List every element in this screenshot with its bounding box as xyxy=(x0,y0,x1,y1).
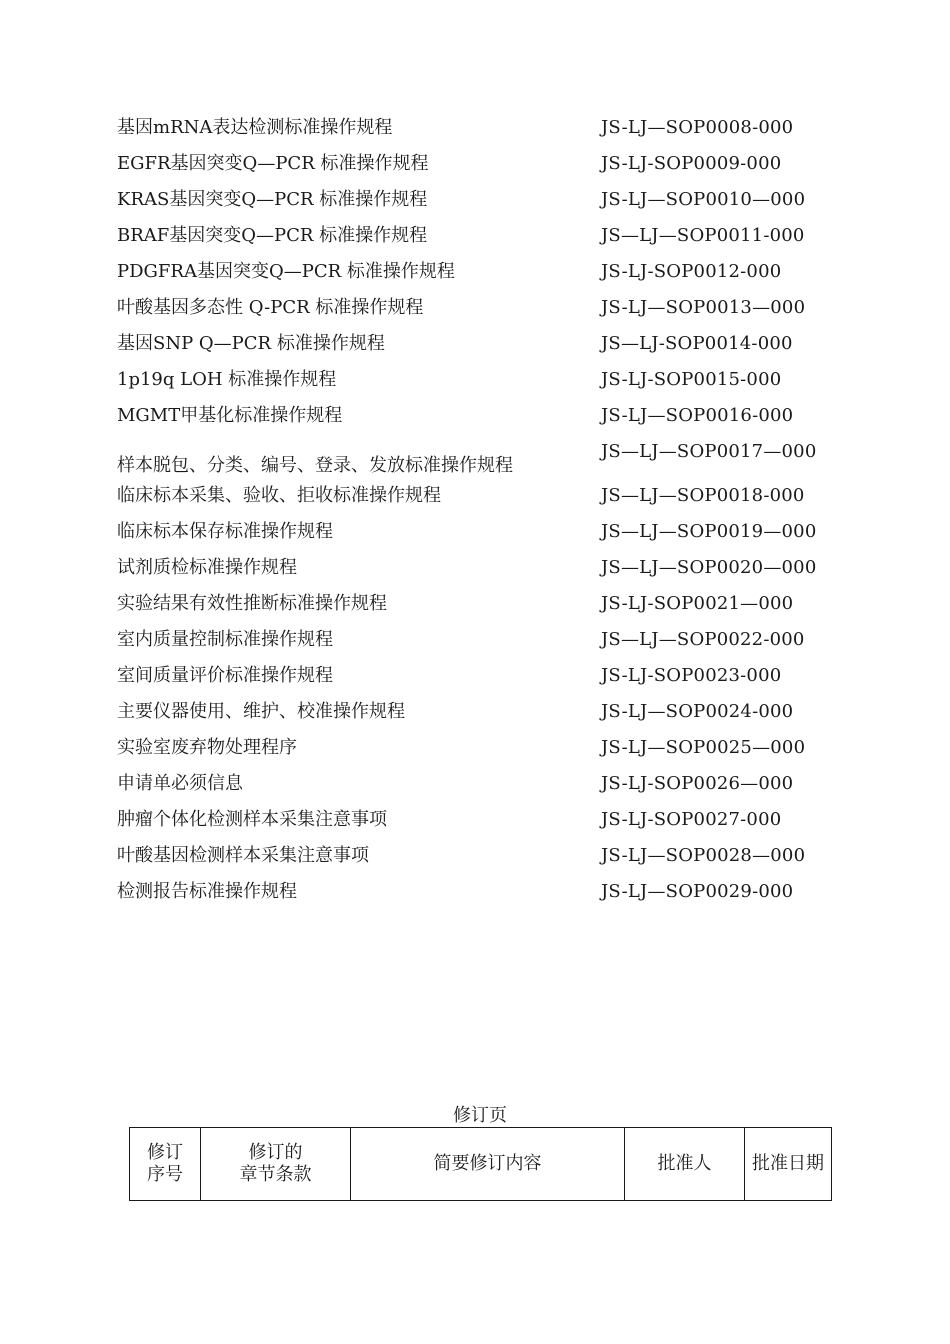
sop-title: 主要仪器使用、维护、校准操作规程 xyxy=(117,701,405,722)
sop-title: BRAF基因突变Q—PCR 标准操作规程 xyxy=(117,225,428,246)
list-item xyxy=(117,770,837,806)
header-approver: 批准人 xyxy=(625,1128,745,1201)
sop-title: 试剂质检标准操作规程 xyxy=(117,557,297,578)
revision-table xyxy=(129,1127,832,1201)
sop-code: JS—LJ—SOP0017—000 xyxy=(601,441,817,462)
list-item xyxy=(117,222,837,258)
sop-code: JS-LJ—SOP0025—000 xyxy=(601,737,806,758)
header-revision-number xyxy=(130,1128,201,1201)
sop-code: JS—LJ—SOP0011-000 xyxy=(601,225,805,246)
header-approval-date: 批准日期 xyxy=(745,1128,832,1201)
sop-code: JS—LJ—SOP0019—000 xyxy=(601,521,817,542)
sop-code: JS-LJ—SOP0016-000 xyxy=(601,405,794,426)
revision-page-title: 修订页 xyxy=(453,1105,507,1126)
sop-title: MGMT甲基化标准操作规程 xyxy=(117,405,343,426)
sop-title: 申请单必须信息 xyxy=(117,773,243,794)
sop-title: 实验室废弃物处理程序 xyxy=(117,737,297,758)
list-item xyxy=(117,114,837,150)
sop-code: JS-LJ-SOP0021—000 xyxy=(601,593,794,614)
sop-title: 实验结果有效性推断标准操作规程 xyxy=(117,593,387,614)
sop-code: JS-LJ-SOP0027-000 xyxy=(601,809,782,830)
list-item xyxy=(117,186,837,222)
header-label-line: 修订的 xyxy=(248,1142,303,1163)
table-header-row xyxy=(130,1128,832,1201)
sop-title: 室内质量控制标准操作规程 xyxy=(117,629,333,650)
sop-code: JS-LJ-SOP0023-000 xyxy=(601,665,782,686)
sop-title: 室间质量评价标准操作规程 xyxy=(117,665,333,686)
sop-title: 叶酸基因检测样本采集注意事项 xyxy=(117,845,369,866)
sop-title: 叶酸基因多态性 Q-PCR 标准操作规程 xyxy=(117,297,424,318)
sop-title: 1p19q LOH 标准操作规程 xyxy=(117,369,337,390)
list-item xyxy=(117,258,837,294)
sop-code: JS-LJ—SOP0024-000 xyxy=(601,701,794,722)
sop-title: 临床标本采集、验收、拒收标准操作规程 xyxy=(117,485,441,506)
sop-code: JS-LJ—SOP0028—000 xyxy=(601,845,806,866)
list-item xyxy=(117,518,837,554)
header-label-line: 修订 xyxy=(147,1142,183,1163)
sop-code: JS—LJ-SOP0014-000 xyxy=(601,333,793,354)
sop-title: 检测报告标准操作规程 xyxy=(117,881,297,902)
list-item xyxy=(117,294,837,330)
header-label-line: 序号 xyxy=(147,1164,183,1185)
list-item xyxy=(117,366,837,402)
sop-code: JS-LJ-SOP0026—000 xyxy=(601,773,794,794)
sop-code: JS-LJ—SOP0008-000 xyxy=(601,117,794,138)
list-item xyxy=(117,150,837,186)
list-item xyxy=(117,482,837,518)
list-item xyxy=(117,698,837,734)
sop-code: JS-LJ—SOP0013—000 xyxy=(601,297,806,318)
list-item xyxy=(117,842,837,878)
sop-code: JS—LJ—SOP0022-000 xyxy=(601,629,805,650)
sop-code: JS-LJ-SOP0015-000 xyxy=(601,369,782,390)
list-item xyxy=(117,626,837,662)
sop-code: JS-LJ—SOP0010—000 xyxy=(601,189,806,210)
header-revision-summary: 简要修订内容 xyxy=(351,1128,625,1201)
header-revised-section xyxy=(201,1128,351,1201)
sop-title: 肿瘤个体化检测样本采集注意事项 xyxy=(117,809,387,830)
sop-code: JS-LJ-SOP0012-000 xyxy=(601,261,782,282)
sop-code: JS—LJ—SOP0020—000 xyxy=(601,557,817,578)
list-item xyxy=(117,590,837,626)
list-item xyxy=(117,438,837,482)
sop-title: 基因SNP Q—PCR 标准操作规程 xyxy=(117,333,385,354)
sop-list xyxy=(117,114,837,914)
list-item xyxy=(117,402,837,438)
list-item xyxy=(117,734,837,770)
sop-title: 样本脱包、分类、编号、登录、发放标准操作规程 xyxy=(117,455,513,476)
list-item xyxy=(117,330,837,366)
sop-code: JS-LJ—SOP0029-000 xyxy=(601,881,794,902)
sop-title: EGFR基因突变Q—PCR 标准操作规程 xyxy=(117,153,429,174)
header-label-line: 章节条款 xyxy=(239,1164,312,1185)
sop-title: KRAS基因突变Q—PCR 标准操作规程 xyxy=(117,189,428,210)
list-item xyxy=(117,554,837,590)
sop-title: 临床标本保存标准操作规程 xyxy=(117,521,333,542)
sop-title: PDGFRA基因突变Q—PCR 标准操作规程 xyxy=(117,261,455,282)
sop-code: JS—LJ—SOP0018-000 xyxy=(601,485,805,506)
sop-title: 基因mRNA表达检测标准操作规程 xyxy=(117,117,393,138)
list-item xyxy=(117,806,837,842)
list-item xyxy=(117,878,837,914)
sop-code: JS-LJ-SOP0009-000 xyxy=(601,153,782,174)
list-item xyxy=(117,662,837,698)
